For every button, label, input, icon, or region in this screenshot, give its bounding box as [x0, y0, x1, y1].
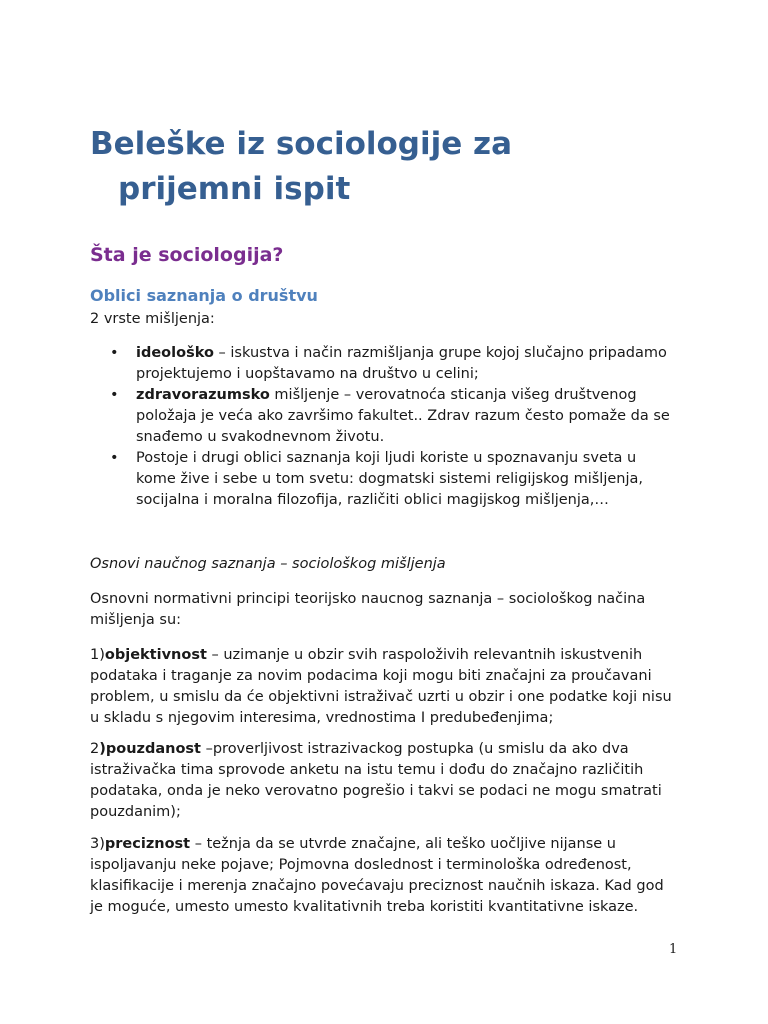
- list-item: [90, 448, 680, 511]
- bullet-list: [90, 343, 680, 511]
- principle-text: – težnja da se utvrde značajne, ali teško uočljive nijanse u ispoljavanju neke pojave; Pojmovna doslednost i terminološka određenost, klasifikacije i merenja značajno povećavaju preciznost naučnih iskaza. Kad god je moguće, umesto umesto kvalitativnih treba koristiti kvantitativne iskaze.: [90, 836, 664, 915]
- list-item: [90, 385, 680, 448]
- principle-text: –proverljivost istrazivackog postupka (u smislu da ako dva istraživačka tima sprovode anketu na istu temu i dođu do značajno različitih podataka, onda je neko verovatno pogrešio i takvi se podaci ne mogu smatrati pouzdanim);: [90, 741, 662, 820]
- principle-term: objektivnost: [104, 647, 207, 663]
- page-number: 1: [669, 942, 678, 957]
- principle-term: preciznost: [104, 836, 191, 852]
- bullet-icon: •: [110, 450, 119, 466]
- subsection-heading: Oblici saznanja o društvu: [90, 286, 318, 305]
- principle-number: 3): [90, 836, 105, 852]
- bullet-text: Postoje i drugi oblici saznanja koji ljudi koriste u spoznavanju sveta u kome žive i sebe u tom svetu: dogmatski sistemi religijskog mišljenja, socijalna i moralna filozofija, različiti oblici magijskog mišljenja,…: [136, 450, 643, 508]
- principles-intro: Osnovni normativni principi teorijsko naucnog saznanja – sociološkog načina mišljenja su:: [90, 591, 646, 628]
- principle-term: )pouzdanost: [99, 741, 201, 757]
- bullet-text: mišljenje – verovatnoća sticanja višeg društvenog položaja je veća ako završimo fakultet.. Zdrav razum često pomaže da se snađemo u svakodnevnom životu.: [136, 387, 670, 445]
- principle-paragraph: [90, 645, 680, 729]
- principle-text: – uzimanje u obzir svih raspoloživih relevantnih iskustvenih podataka i traganje za novim podacima koji mogu biti značajni za proučavani problem, u smislu da će objektivni istraživač uzrti u obzir i one podatke koji nisu u skladu s njegovim interesima, vrednostima I predubeđenjima;: [90, 647, 672, 726]
- bullet-icon: •: [110, 387, 119, 403]
- section-heading: Šta je sociologija?: [90, 244, 284, 266]
- principle-paragraph: [90, 739, 680, 823]
- italic-subheading: Osnovi naučnog saznanja – sociološkog mišljenja: [90, 556, 446, 572]
- list-item: [90, 343, 680, 385]
- intro-text: 2 vrste mišljenja:: [90, 311, 215, 327]
- bullet-term: zdravorazumsko: [136, 387, 270, 403]
- bullet-term: ideološko: [136, 345, 214, 361]
- principle-paragraph: [90, 834, 680, 918]
- document-title: [90, 122, 690, 212]
- bullet-text: – iskustva i način razmišljanja grupe kojoj slučajno pripadamo projektujemo i uopštavamo na društvo u celini;: [136, 345, 667, 382]
- title-line-2: prijemni ispit: [118, 171, 351, 207]
- bullet-icon: •: [110, 345, 119, 361]
- principle-number: 2: [90, 741, 100, 757]
- title-line-1: Beleške iz sociologije za: [90, 126, 513, 162]
- principle-number: 1): [90, 647, 105, 663]
